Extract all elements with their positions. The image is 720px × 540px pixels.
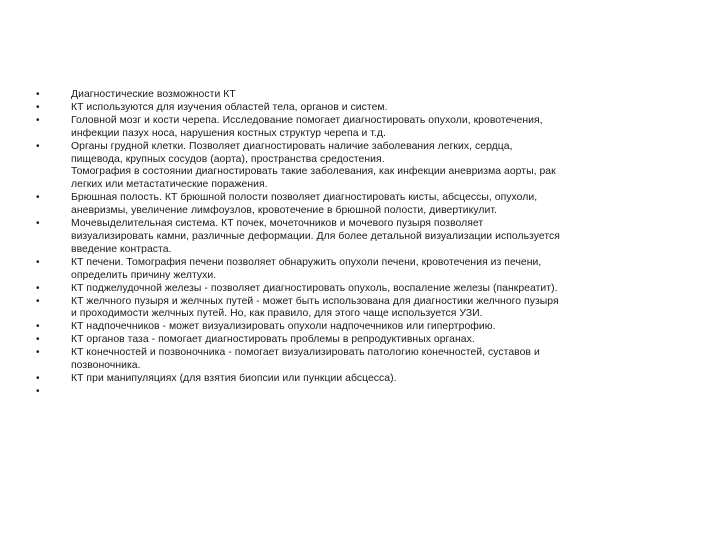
text-line: Диагностические возможности КТ	[71, 89, 236, 100]
list-item	[36, 257, 676, 283]
text-line: и проходимости желчных путей. Но, как правило, для этого чаще используется УЗИ.	[71, 308, 483, 320]
list-item-text	[71, 89, 676, 102]
text-line: легких или метастатические поражения.	[71, 179, 268, 191]
list-item	[36, 115, 676, 141]
bullet-icon: •	[36, 101, 40, 113]
bullet-icon: •	[36, 334, 40, 346]
text-line: Органы грудной клетки. Позволяет диагностировать наличие заболевания легких, сердца,	[71, 140, 513, 152]
text-line: Брюшная полость. КТ брюшной полости позволяет диагностировать кисты, абсцессы, опухоли,	[71, 192, 538, 204]
list-item	[36, 347, 676, 373]
bullet-icon: •	[36, 282, 40, 294]
bullet-icon: •	[36, 192, 40, 204]
list-item	[36, 89, 676, 102]
list-item-text	[71, 192, 676, 218]
list-item	[36, 373, 676, 386]
bullet-icon: •	[36, 321, 40, 333]
list-item	[36, 334, 676, 347]
list-item	[36, 102, 676, 115]
list-item-text	[71, 283, 676, 296]
bullet-icon: •	[36, 295, 40, 307]
list-item	[36, 296, 676, 322]
text-line: визуализировать камни, различные деформации. Для более детальной визуализации используется	[71, 230, 560, 242]
text-line: позвоночника.	[71, 360, 141, 372]
list-item-text	[71, 141, 676, 193]
list-item-text	[71, 218, 676, 257]
bullet-icon: •	[36, 114, 40, 126]
text-line: введение контраста.	[71, 243, 172, 255]
bullet-list	[36, 89, 676, 399]
list-item	[36, 321, 676, 334]
list-item-text	[71, 334, 676, 347]
text-line: Головной мозг и кости черепа. Исследование помогает диагностировать опухоли, кровотечения,	[71, 114, 543, 126]
list-item-text	[71, 115, 676, 141]
bullet-icon: •	[36, 256, 40, 268]
text-line: КТ органов таза - помогает диагностировать проблемы в репродуктивных органах.	[71, 334, 475, 346]
list-item	[36, 386, 676, 399]
text-line: КТ при манипуляциях (для взятия биопсии или пункции абсцесса).	[71, 372, 397, 384]
text-line: КТ конечностей и позвоночника - помогает визуализировать патологию конечностей, суставов и	[71, 347, 540, 359]
text-line: КТ поджелудочной железы - позволяет диагностировать опухоль, воспаление железы (панкреатит).	[71, 282, 558, 294]
text-line: Мочевыделительная система. КТ почек, мочеточников и мочевого пузыря позволяет	[71, 218, 484, 230]
bullet-icon: •	[36, 218, 40, 230]
list-item-text	[71, 296, 676, 322]
list-item	[36, 141, 676, 193]
text-line: Томография в состоянии диагностировать такие заболевания, как инфекции аневризма аорты, рак	[71, 166, 556, 178]
list-item	[36, 283, 676, 296]
list-item-text	[71, 347, 676, 373]
text-line: аневризмы, увеличение лимфоузлов, кровотечение в брюшной полости, дивертикулит.	[71, 205, 497, 217]
text-line: КТ надпочечников - может визуализировать опухоли надпочечников или гипертрофию.	[71, 321, 496, 333]
text-line: определить причину желтухи.	[71, 269, 217, 281]
text-line: КТ печени. Томография печени позволяет обнаружить опухоли печени, кровотечения из печени,	[71, 256, 542, 268]
list-item-text	[71, 373, 676, 386]
bullet-icon: •	[36, 372, 40, 384]
list-item-text	[71, 102, 676, 115]
bullet-icon: •	[36, 140, 40, 152]
list-item	[36, 218, 676, 257]
list-item-text	[71, 321, 676, 334]
text-line: пищевода, крупных сосудов (аорта), пространства средостения.	[71, 153, 385, 165]
bullet-icon: •	[36, 385, 40, 397]
text-line: КТ используются для изучения областей тела, органов и систем.	[71, 101, 388, 113]
list-item	[36, 192, 676, 218]
text-line: КТ желчного пузыря и желчных путей - может быть использована для диагностики желчного пузыря	[71, 295, 559, 307]
list-item-text	[71, 257, 676, 283]
bullet-icon: •	[36, 89, 40, 100]
text-line: инфекции пазух носа, нарушения костных структур черепа и т.д.	[71, 127, 386, 139]
bullet-icon: •	[36, 347, 40, 359]
